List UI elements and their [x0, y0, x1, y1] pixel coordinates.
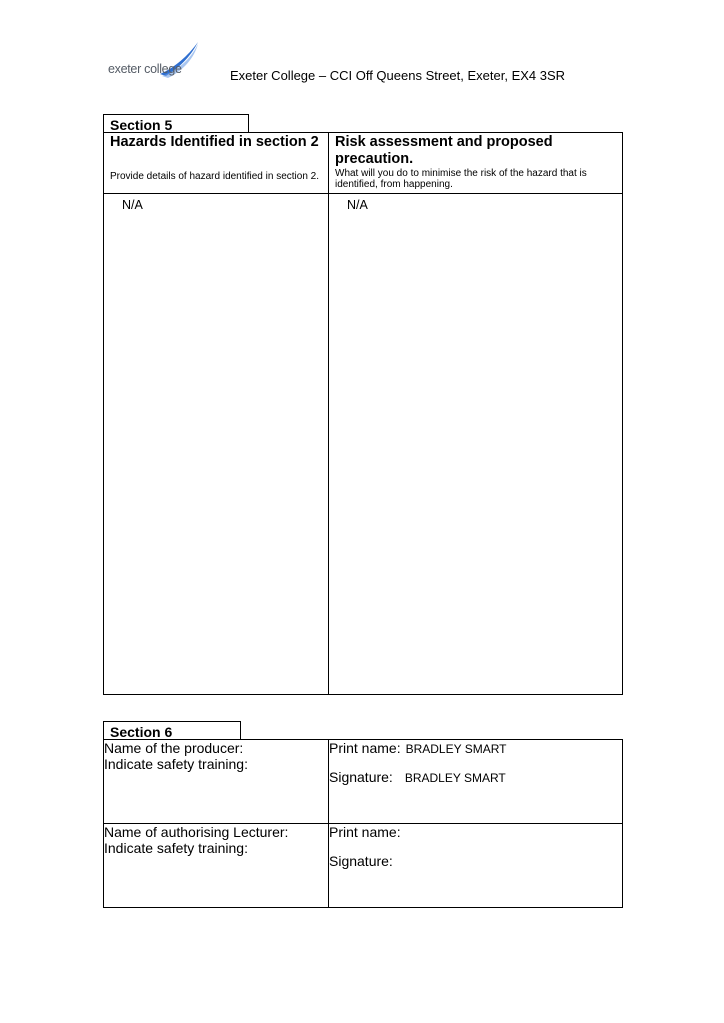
- producer-sign-cell: [329, 740, 623, 824]
- producer-signature-value[interactable]: BRADLEY SMART: [404, 771, 506, 785]
- section-6-table: [103, 739, 623, 908]
- hazards-subtitle: Provide details of hazard identified in section 2.: [110, 171, 320, 182]
- producer-label: Name of the producer:: [104, 740, 244, 756]
- lecturer-print-line: [329, 824, 622, 840]
- section-5-table: [103, 132, 623, 695]
- lecturer-signature-line: [329, 853, 622, 869]
- risk-header-cell: [329, 133, 623, 194]
- producer-training-label: Indicate safety training:: [104, 756, 248, 772]
- section-6-label: Section 6: [103, 721, 241, 740]
- producer-print-label: Print name:: [329, 740, 401, 756]
- producer-cell: [104, 740, 329, 824]
- lecturer-sign-cell: [329, 824, 623, 908]
- producer-print-line: [329, 740, 622, 756]
- producer-signature-label: Signature:: [329, 769, 393, 785]
- lecturer-label: Name of authorising Lecturer:: [104, 824, 289, 840]
- hazards-entry-cell[interactable]: [104, 194, 329, 695]
- risk-title: Risk assessment and proposed precaution.: [335, 134, 553, 167]
- lecturer-training-label: Indicate safety training:: [104, 840, 248, 856]
- risk-entry-cell[interactable]: [329, 194, 623, 695]
- lecturer-print-label: Print name:: [329, 824, 401, 840]
- hazards-header-cell: [104, 133, 329, 194]
- college-logo: [108, 40, 202, 80]
- producer-print-value[interactable]: BRADLEY SMART: [405, 742, 507, 756]
- risk-value: N/A: [347, 198, 368, 212]
- risk-subtitle: What will you do to minimise the risk of the hazard that is identified, from happening.: [335, 168, 587, 190]
- producer-signature-line: [329, 769, 622, 785]
- lecturer-cell: [104, 824, 329, 908]
- header-address: Exeter College – CCI Off Queens Street, Exeter, EX4 3SR: [230, 68, 566, 83]
- hazards-title: Hazards Identified in section 2: [110, 134, 319, 150]
- section-5-label: Section 5: [103, 114, 249, 133]
- hazards-value: N/A: [122, 198, 143, 212]
- logo-text: exeter college: [108, 62, 182, 76]
- lecturer-signature-label: Signature:: [329, 853, 393, 869]
